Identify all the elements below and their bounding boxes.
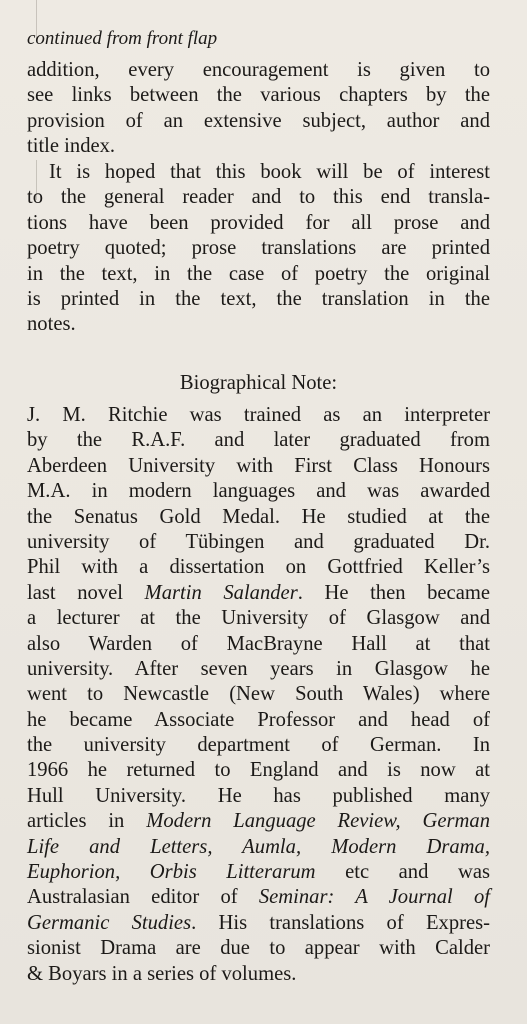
text-line: the Senatus Gold Medal. He studied at the xyxy=(27,505,490,528)
text-line: university of Tübingen and graduated Dr. xyxy=(27,530,490,553)
text-line xyxy=(27,860,490,885)
translation-paragraph xyxy=(27,160,490,338)
text-run: articles in xyxy=(27,810,147,833)
journal-titles: Euphorion, Orbis Litterarum xyxy=(27,861,316,884)
text-line: see links between the various chapters by the xyxy=(27,84,490,107)
biographical-note-heading: Biographical Note: xyxy=(179,372,338,394)
text-line: Hull University. He has published many xyxy=(27,784,490,807)
text-line: provision of an extensive subject, author and xyxy=(27,109,490,132)
text-run: . He then became xyxy=(297,581,490,604)
text-line: also Warden of MacBrayne Hall at that xyxy=(27,632,490,655)
text-line: sionist Drama are due to appear with Calder xyxy=(27,937,490,960)
text-run: last novel xyxy=(27,581,145,604)
text-line: is printed in the text, the translation in the xyxy=(27,287,490,310)
biography-paragraph xyxy=(27,403,490,987)
text-line: university. After seven years in Glasgow he xyxy=(27,657,490,680)
text-line: by the R.A.F. and later graduated from xyxy=(27,429,490,452)
text-line xyxy=(27,885,490,910)
text-line: notes. xyxy=(27,313,76,336)
text-line: tions have been provided for all prose and xyxy=(27,211,490,234)
text-line: a lecturer at the University of Glasgow and xyxy=(27,607,490,630)
journal-title: Germanic Studies xyxy=(27,911,192,934)
journal-title: Seminar: A Journal of xyxy=(258,886,490,909)
text-line: Aberdeen University with First Class Honours xyxy=(27,454,490,477)
text-line: went to Newcastle (New South Wales) where xyxy=(27,683,490,706)
continued-header: continued from front flap xyxy=(27,28,218,49)
intro-paragraph xyxy=(27,58,490,160)
text-line: It is hoped that this book will be of interest xyxy=(49,161,490,183)
text-run: . His translations of Expres- xyxy=(191,911,490,934)
text-run: Australasian editor of xyxy=(27,886,259,909)
text-line: to the general reader and to this end transla- xyxy=(27,186,490,209)
text-line: 1966 he returned to England and is now at xyxy=(27,759,490,782)
journal-titles: Modern Language Review, German xyxy=(146,810,491,833)
text-line xyxy=(27,809,490,834)
text-line: the university department of German. In xyxy=(27,734,490,757)
novel-title: Martin Salander xyxy=(144,581,298,604)
text-line: in the text, in the case of poetry the original xyxy=(27,262,490,285)
journal-titles: Life and Letters, Aumla, Modern Drama, xyxy=(27,835,490,858)
text-line: he became Associate Professor and head of xyxy=(27,708,490,731)
text-line xyxy=(27,581,490,606)
text-line: M.A. in modern languages and was awarded xyxy=(27,480,490,503)
text-run: etc and was xyxy=(315,861,490,884)
text-line: addition, every encouragement is given to xyxy=(27,59,490,81)
text-line xyxy=(27,911,490,936)
text-line: & Boyars in a series of volumes. xyxy=(27,962,297,985)
text-line: poetry quoted; prose translations are printed xyxy=(27,237,490,260)
text-line: title index. xyxy=(27,135,116,158)
text-line: Phil with a dissertation on Gottfried Keller’s xyxy=(27,556,490,579)
text-line: J. M. Ritchie was trained as an interpreter xyxy=(27,404,490,426)
